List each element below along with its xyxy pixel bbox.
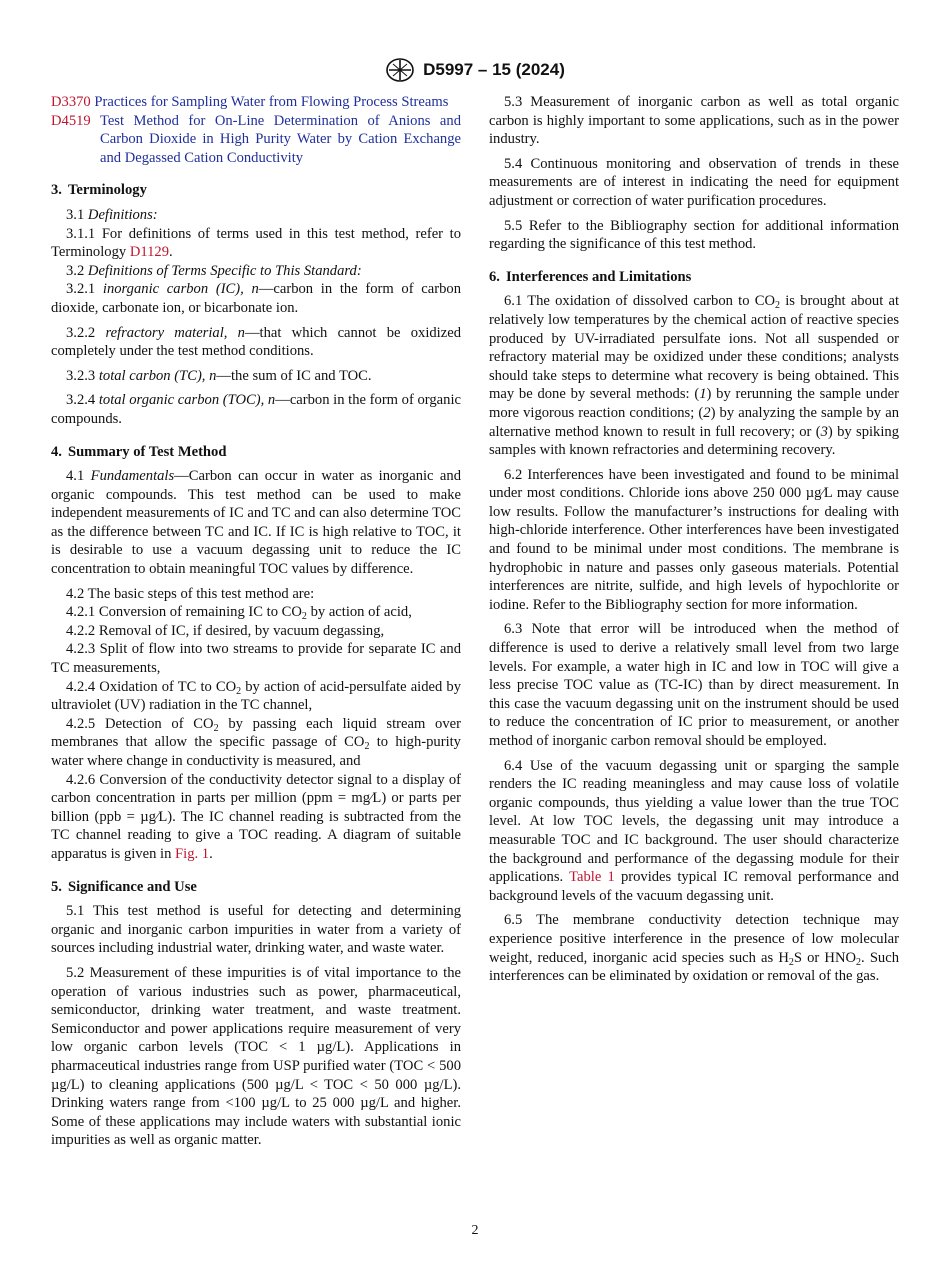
figure-link[interactable]: Fig. 1 (175, 845, 210, 862)
reference-item (51, 112, 461, 168)
paragraph: 4.2.2 Removal of IC, if desired, by vacuum degassing, (66, 622, 385, 639)
paragraph: 5.4 Continuous monitoring and observation of trends in these measurements are of interest in indicating the need for equipment adjustment or correction of water purification procedures. (489, 155, 899, 209)
paragraph: 4.2.5 Detection of $CO_2$ by passing each liquid stream over membranes that allow the specific passage of $CO_2$ to high-purity water where change in conductivity is measured, and (51, 715, 461, 769)
astm-logo-icon (385, 57, 415, 83)
paragraph: 3.2.3 total carbon (TC), n—the sum of IC and TOC. (66, 367, 372, 384)
paragraph: 5.1 This test method is useful for detecting and determining organic and inorganic carbon impurities in water from a variety of sources including industrial water, drinking water, and waste water. (51, 903, 461, 957)
paragraph: 3.2 Definitions of Terms Specific to This Standard: (66, 262, 362, 279)
section-heading: 4. Summary of Test Method (51, 443, 227, 460)
paragraph: 6.3 Note that error will be introduced when the method of difference is used to derive a relatively small level from two large levels. For example, a water high in IC and low in TOC will give a less precise TOC value as (TC-IC) than by direct measurement. In this case the vacuum degassing unit on the instrument should be used to reduce the concentration of IC prior to measurement, or another method of inorganic carbon removal should be employed. (489, 621, 899, 749)
paragraph: 3.1 Definitions: (66, 206, 158, 223)
paragraph: 4.2.4 Oxidation of TC to $CO_2$ by action of acid-persulfate aided by ultraviolet (UV) radiation in the TC channel, (51, 678, 461, 714)
reference-code-link[interactable]: D3370 (51, 94, 91, 110)
paragraph: 3.1.1 For definitions of terms used in this test method, refer to Terminology D1129. (51, 225, 461, 261)
paragraph: 3.2.1 inorganic carbon (IC), n—carbon in the form of carbon dioxide, carbonate ion, or bicarbonate ion. (51, 281, 461, 316)
paragraph: 3.2.2 refractory material, n—that which cannot be oxidized completely under the test method conditions. (51, 324, 461, 360)
reference-item (51, 93, 461, 112)
paragraph: 4.2.3 Split of flow into two streams to provide for separate IC and TC measurements, (51, 641, 461, 677)
left-column (51, 93, 461, 1150)
page-number: 2 (471, 1223, 479, 1238)
paragraph: 3.2.4 total organic carbon (TOC), n—carbon in the form of organic compounds. (51, 392, 461, 427)
paragraph: 5.2 Measurement of these impurities is of vital importance to the operation of various industries such as power, pharmaceutical, semiconductor, drinking water treatment, and waste treatment. Semiconductor and power applications require measurement of very low organic carbon levels (TOC < 1 µg/L). Applications in pharmaceutical industries range from USP purified water (TOC < 500 µg/L) to cleaning applications (500 µg/L < TOC < 50 000 µg/L). Drinking waters range from <100 µg/L to 25 000 µg/L and higher. Some of these applications may include waters with substantial ionic impurities as well as organic matter. (51, 964, 461, 1149)
paragraph: 6.1 The oxidation of dissolved carbon to $CO_2$ is brought about at relatively low temperatures by the chemical action of reactive species produced by UV-irradiated persulfate ions. Not all suspended or refractory material may be oxidized under these conditions; analysts should take steps to determine what recovery is being obtained. This may be done by several methods: (1) by rerunning the sample under more vigorous reaction conditions; (2) by analyzing the sample by an alternative method known to result in full recovery; or (3) by spiking samples with known refractories and determining recovery. (489, 293, 900, 459)
reference-code-link[interactable]: D4519 (51, 112, 91, 129)
paragraph: 4.2.6 Conversion of the conductivity detector signal to a display of carbon concentration in parts per million (ppm = mg⁄L) or parts per billion (ppb = µg⁄L). The IC channel reading is subtracted from the TC channel reading to give a TOC reading. A diagram of suitable apparatus is given in Fig. 1. (51, 771, 462, 862)
paragraph: 4.1 Fundamentals—Carbon can occur in water as inorganic and organic compounds. This test method can be used to make independent measurements of IC and TC and can also determine TOC as the difference between TC and IC. If IC is high relative to TOC, it is desirable to use a vacuum degassing unit to reduce the IC concentration to obtain meaningful TOC values by difference. (51, 468, 461, 578)
section-heading: 3. Terminology (51, 182, 147, 199)
paragraph: 6.4 Use of the vacuum degassing unit or sparging the sample renders the IC reading meaningless and may cause loss of volatile organic compounds, thus yielding a value lower than the true TOC level. At low TOC levels, the degassing unit may introduce a measurable TOC and IC background. The user should characterize the background and performance of the degassing module for their applications. Table 1 provides typical IC removal performance and background levels of the vacuum degassing unit. (489, 757, 899, 904)
paragraph: 6.5 The membrane conductivity detection technique may experience positive interference in the presence of low molecular weight, reduced, inorganic acid species such as $H_2S$ or $HNO_2$. Such interferences can be eliminated by oxidation or removal of the gas. (489, 912, 899, 985)
paragraph: 4.2 The basic steps of this test method are: (66, 585, 315, 602)
page-header (0, 56, 950, 84)
section-heading: 6. Interferences and Limitations (489, 268, 692, 285)
section-heading: 5. Significance and Use (51, 878, 197, 895)
reference-title-link[interactable]: Practices for Sampling Water from Flowing Process Streams (94, 94, 449, 110)
paragraph: 6.2 Interferences have been investigated and found to be minimal under most conditions. Chloride ions above 250 000 µg⁄L may cause low results. Follow the manufacturer’s instructions for dealing with high-chloride interference. Other interferences have been investigated and found to be minimal under most conditions. The membrane is hydrophobic in nature and passes only gaseous materials. Potential interferences are nitrite, sulfide, and high levels of hypochlorite or iodine. Refer to the Bibliography section for more information. (489, 466, 899, 613)
right-column (489, 93, 899, 992)
paragraph: 4.2.1 Conversion of remaining IC to $CO_2$ by action of acid, (66, 604, 412, 623)
table-link[interactable]: Table 1 (569, 869, 615, 886)
paragraph: 5.3 Measurement of inorganic carbon as well as total organic carbon is highly important to some applications, such as in the power industry. (489, 94, 899, 148)
document-designation: D5997 – 15 (2024) (423, 59, 565, 79)
reference-title-link[interactable]: Test Method for On-Line Determination of Anions and Carbon Dioxide in High Purity Water by Cation Exchange and Degassed Cation Conductivity (99, 112, 461, 166)
terminology-link[interactable]: D1129 (129, 244, 170, 261)
paragraph: 5.5 Refer to the Bibliography section for additional information regarding the significance of this test method. (489, 217, 899, 253)
